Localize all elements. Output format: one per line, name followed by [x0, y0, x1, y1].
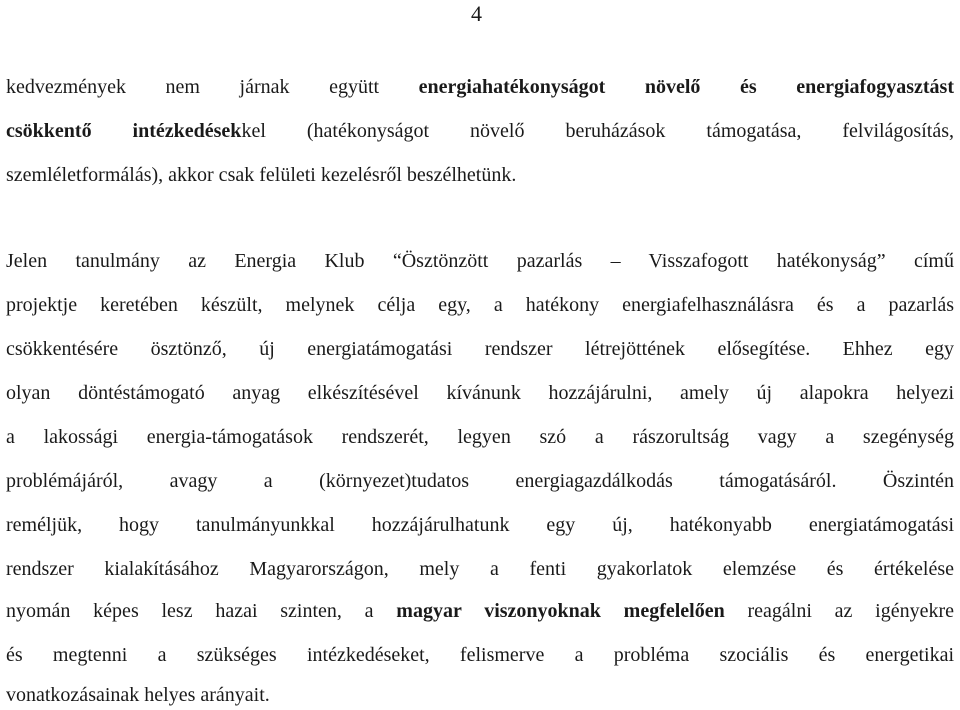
paragraph-2-line-7: reméljük, hogy tanulmányunkkal hozzájárulhatunk egy új, hatékonyabb energiatámogatási	[6, 514, 954, 536]
paragraph-2-line-2: projektje keretében készült, melynek célja egy, a hatékony energiafelhasználásra és a pazarlás	[6, 294, 954, 316]
text-run: kedvezmények nem járnak együtt	[6, 76, 419, 98]
paragraph-1-line-3: szemléletformálás), akkor csak felületi kezelésről beszélhetünk.	[6, 164, 517, 186]
paragraph-2-line-8: rendszer kialakításához Magyarországon, mely a fenti gyakorlatok elemzése és értékelése	[6, 558, 954, 580]
text-run: reagálni az igényekre	[724, 600, 954, 622]
paragraph-2-line-5: a lakossági energia-támogatások rendszerét, legyen szó a rászorultság vagy a szegénység	[6, 426, 954, 448]
bold-text-run: energiahatékonyságot növelő és energiafogyasztást	[418, 76, 954, 98]
paragraph-2-line-6: problémájáról, avagy a (környezet)tudatos energiagazdálkodás támogatásáról. Öszintén	[6, 470, 954, 492]
page-number: 4	[471, 1, 482, 26]
text-run: kel (hatékonyságot növelő beruházások támogatása, felvilágosítás,	[241, 120, 954, 142]
paragraph-2-line-11: vonatkozásainak helyes arányait.	[6, 684, 270, 706]
bold-text-run: magyar viszonyoknak megfelelően	[396, 600, 725, 622]
text-run: nyomán képes lesz hazai szinten, a	[6, 600, 397, 622]
paragraph-2-line-9	[6, 598, 954, 624]
paragraph-2-line-10: és megtenni a szükséges intézkedéseket, felismerve a probléma szociális és energetikai	[6, 644, 954, 666]
paragraph-1-line-2	[6, 118, 954, 144]
paragraph-2-line-3: csökkentésére ösztönző, új energiatámogatási rendszer létrejöttének elősegítése. Ehhez egy	[6, 338, 954, 360]
paragraph-2-line-1: Jelen tanulmány az Energia Klub “Ösztönzött pazarlás – Visszafogott hatékonyság” című	[6, 250, 954, 272]
bold-text-run: csökkentő intézkedések	[6, 120, 242, 142]
paragraph-2-line-4: olyan döntéstámogató anyag elkészítésével kívánunk hozzájárulni, amely új alapokra helyezi	[6, 382, 954, 404]
paragraph-1-line-1	[6, 74, 954, 100]
